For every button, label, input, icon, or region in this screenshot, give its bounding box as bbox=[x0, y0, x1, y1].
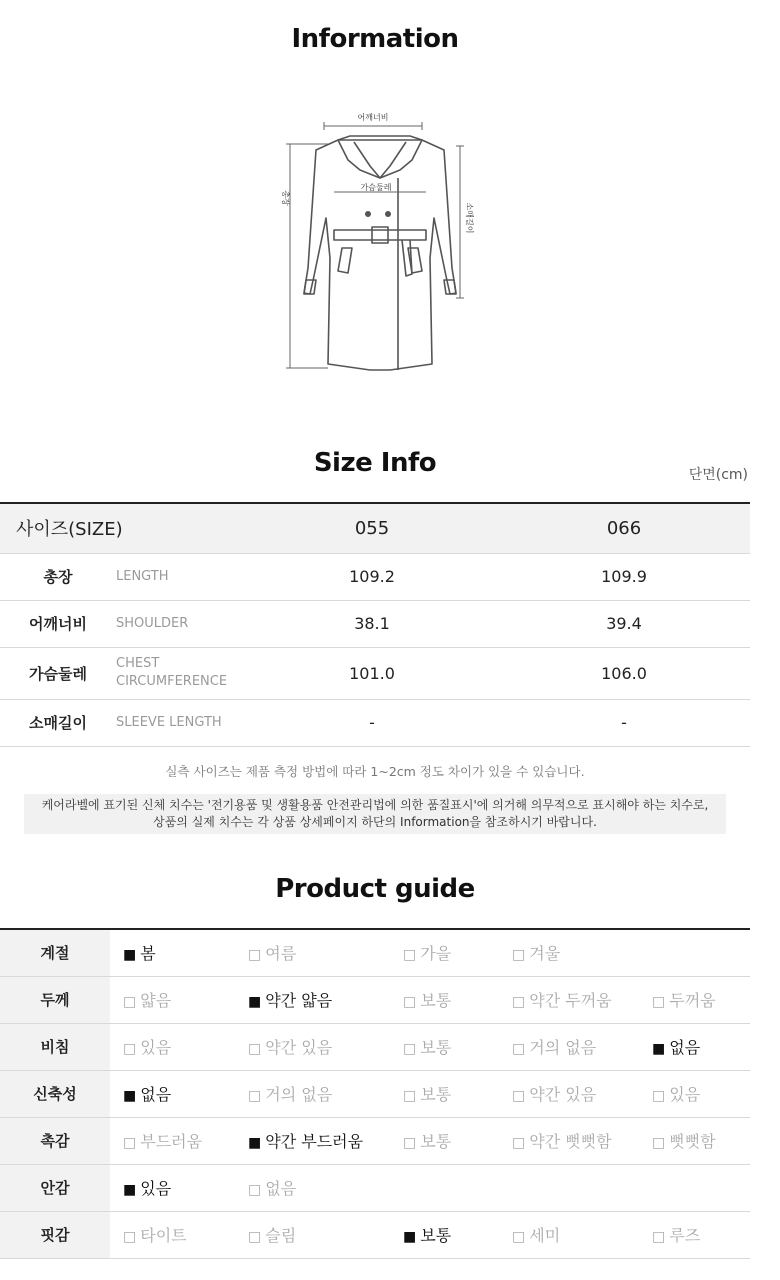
guide-option-text: 약간 두꺼움 bbox=[529, 991, 612, 1010]
product-guide-table bbox=[0, 928, 750, 1259]
unchecked-box-icon: □ bbox=[512, 1135, 526, 1151]
guide-option-text: 보통 bbox=[420, 991, 452, 1010]
sleeve-measure-label: 소매길이 bbox=[465, 202, 474, 234]
guide-option-text: 봄 bbox=[140, 944, 156, 964]
unchecked-box-icon: □ bbox=[403, 1088, 417, 1104]
guide-option-text: 가을 bbox=[420, 944, 452, 964]
guide-option bbox=[234, 1070, 390, 1117]
guide-row bbox=[0, 1117, 750, 1164]
guide-option bbox=[390, 976, 499, 1023]
guide-option-text: 약간 부드러움 bbox=[265, 1132, 364, 1151]
unchecked-box-icon: □ bbox=[123, 1135, 137, 1151]
guide-option bbox=[390, 1070, 499, 1117]
guide-option bbox=[390, 929, 499, 976]
unchecked-box-icon: □ bbox=[512, 994, 526, 1010]
unchecked-box-icon: □ bbox=[248, 1088, 262, 1104]
guide-option bbox=[110, 1211, 234, 1258]
size-value: 109.9 bbox=[601, 567, 647, 586]
guide-option bbox=[499, 1117, 639, 1164]
unchecked-box-icon: □ bbox=[248, 947, 262, 964]
guide-option-text: 약간 뻣뻣함 bbox=[529, 1132, 612, 1151]
guide-option bbox=[110, 1117, 234, 1164]
guide-option-text: 세미 bbox=[529, 1226, 561, 1245]
guide-option bbox=[234, 1023, 390, 1070]
size-row-chest bbox=[0, 647, 750, 699]
size-value: - bbox=[621, 713, 627, 732]
guide-option bbox=[110, 929, 234, 976]
size-row-shoulder bbox=[0, 600, 750, 647]
guide-option bbox=[234, 929, 390, 976]
guide-option bbox=[639, 1070, 750, 1117]
unchecked-box-icon: □ bbox=[403, 1041, 417, 1057]
guide-option bbox=[639, 1211, 750, 1258]
guide-option-text: 보통 bbox=[420, 1038, 452, 1057]
guide-row bbox=[0, 1211, 750, 1258]
guide-option bbox=[639, 1023, 750, 1070]
guide-option bbox=[390, 1211, 499, 1258]
guide-option bbox=[499, 929, 639, 976]
checked-box-icon: ■ bbox=[403, 1229, 417, 1245]
information-title: Information bbox=[291, 24, 459, 54]
measure-lines bbox=[286, 122, 464, 368]
guide-option-text: 루즈 bbox=[669, 1226, 701, 1245]
coat-outline bbox=[304, 136, 456, 370]
checked-box-icon: ■ bbox=[123, 947, 137, 964]
size-value: 38.1 bbox=[354, 614, 390, 633]
guide-row-label: 계절 bbox=[0, 929, 110, 976]
guide-option bbox=[234, 1164, 390, 1211]
guide-option-text: 있음 bbox=[669, 1085, 701, 1104]
guide-option bbox=[499, 1211, 639, 1258]
unchecked-box-icon: □ bbox=[512, 1041, 526, 1057]
guide-option-text: 없음 bbox=[669, 1038, 701, 1057]
guide-row bbox=[0, 1023, 750, 1070]
guide-row bbox=[0, 1164, 750, 1211]
guide-empty-cell bbox=[639, 1164, 750, 1211]
size-note: 실측 사이즈는 제품 측정 방법에 따라 1~2cm 정도 차이가 있을 수 있습니다. bbox=[165, 764, 585, 779]
size-info-title: Size Info bbox=[313, 448, 437, 478]
size-row-sleeve bbox=[0, 699, 750, 746]
unchecked-box-icon: □ bbox=[248, 1229, 262, 1245]
size-header-label: 사이즈(SIZE) bbox=[16, 519, 123, 541]
size-header-066: 066 bbox=[606, 517, 642, 539]
guide-option bbox=[110, 976, 234, 1023]
care-label-notice bbox=[24, 794, 726, 834]
guide-option-text: 뻣뻣함 bbox=[669, 1132, 716, 1151]
coat-buttons bbox=[365, 211, 391, 217]
unchecked-box-icon: □ bbox=[652, 1229, 666, 1245]
care-notice-line: 케어라벨에 표기된 신체 치수는 '전기용품 및 생활용품 안전관리법에 의한 품질표시'에 의거해 의무적으로 표시해야 하는 치수로, bbox=[41, 798, 709, 812]
unchecked-box-icon: □ bbox=[123, 1229, 137, 1245]
checked-box-icon: ■ bbox=[248, 994, 262, 1010]
size-value: 101.0 bbox=[349, 663, 395, 683]
size-row-label: 소매길이 bbox=[29, 714, 87, 732]
unchecked-box-icon: □ bbox=[652, 1088, 666, 1104]
guide-row-label: 촉감 bbox=[0, 1117, 110, 1164]
size-header-055: 055 bbox=[354, 517, 390, 539]
unchecked-box-icon: □ bbox=[512, 1088, 526, 1104]
size-row-eng: LENGTH bbox=[116, 568, 169, 584]
size-value: 106.0 bbox=[601, 663, 647, 683]
guide-row-label: 두께 bbox=[0, 976, 110, 1023]
guide-option-text: 약간 얇음 bbox=[265, 991, 333, 1010]
guide-option bbox=[390, 1023, 499, 1070]
guide-option-text: 약간 있음 bbox=[265, 1038, 333, 1057]
guide-option bbox=[110, 1164, 234, 1211]
unchecked-box-icon: □ bbox=[652, 994, 666, 1010]
guide-empty-cell bbox=[499, 1164, 639, 1211]
guide-option-text: 보통 bbox=[420, 1132, 452, 1151]
guide-option-text: 보통 bbox=[420, 1085, 452, 1104]
guide-option-text: 거의 없음 bbox=[529, 1038, 597, 1057]
guide-option bbox=[390, 1117, 499, 1164]
guide-row-label: 신축성 bbox=[0, 1070, 110, 1117]
unchecked-box-icon: □ bbox=[403, 947, 417, 964]
unit-label: 단면(cm) bbox=[688, 467, 748, 483]
shoulder-measure-label: 어깨너비 bbox=[357, 113, 389, 122]
guide-row-label: 안감 bbox=[0, 1164, 110, 1211]
size-value: 109.2 bbox=[349, 567, 395, 586]
guide-row-label: 비침 bbox=[0, 1023, 110, 1070]
unchecked-box-icon: □ bbox=[652, 1135, 666, 1151]
product-guide-title: Product guide bbox=[275, 874, 475, 904]
unchecked-box-icon: □ bbox=[403, 994, 417, 1010]
guide-option-text: 겨울 bbox=[529, 944, 561, 964]
checked-box-icon: ■ bbox=[248, 1135, 262, 1151]
length-measure-label: 총장 bbox=[281, 190, 290, 206]
size-value: - bbox=[369, 713, 375, 732]
guide-option-text: 얇음 bbox=[140, 991, 172, 1010]
size-row-label: 가슴둘레 bbox=[29, 664, 87, 683]
size-row-eng: SHOULDER bbox=[116, 615, 189, 631]
unchecked-box-icon: □ bbox=[123, 994, 137, 1010]
checked-box-icon: ■ bbox=[123, 1088, 137, 1104]
size-value: 39.4 bbox=[606, 614, 642, 633]
guide-option-text: 거의 없음 bbox=[265, 1085, 333, 1104]
size-row-length bbox=[0, 553, 750, 600]
guide-row-label: 핏감 bbox=[0, 1211, 110, 1258]
guide-option-text: 타이트 bbox=[140, 1226, 187, 1245]
unchecked-box-icon: □ bbox=[248, 1041, 262, 1057]
guide-option-text: 슬림 bbox=[265, 1226, 297, 1245]
chest-measure-label: 가슴둘레 bbox=[360, 183, 392, 192]
guide-empty-cell bbox=[390, 1164, 499, 1211]
size-table-header bbox=[0, 503, 750, 553]
unchecked-box-icon: □ bbox=[512, 947, 526, 964]
guide-option bbox=[234, 1211, 390, 1258]
guide-option-text: 약간 있음 bbox=[529, 1085, 597, 1104]
care-notice-line: 상품의 실제 치수는 각 상품 상세페이지 하단의 Information을 참조하시기 바랍니다. bbox=[153, 815, 597, 829]
coat-measurement-diagram bbox=[280, 108, 480, 383]
guide-option bbox=[234, 1117, 390, 1164]
guide-option bbox=[639, 976, 750, 1023]
size-row-label: 총장 bbox=[43, 568, 73, 586]
guide-row bbox=[0, 1070, 750, 1117]
unchecked-box-icon: □ bbox=[248, 1182, 262, 1198]
guide-row bbox=[0, 976, 750, 1023]
unchecked-box-icon: □ bbox=[123, 1041, 137, 1057]
unchecked-box-icon: □ bbox=[403, 1135, 417, 1151]
size-row-label: 어깨너비 bbox=[29, 615, 87, 633]
guide-option bbox=[499, 1070, 639, 1117]
guide-option bbox=[499, 1023, 639, 1070]
size-row-eng: SLEEVE LENGTH bbox=[116, 714, 222, 730]
guide-option bbox=[234, 976, 390, 1023]
guide-option-text: 없음 bbox=[265, 1179, 297, 1198]
guide-option bbox=[499, 976, 639, 1023]
guide-option-text: 있음 bbox=[140, 1038, 172, 1057]
guide-option-text: 여름 bbox=[265, 944, 297, 964]
guide-option bbox=[639, 1117, 750, 1164]
guide-option-text: 있음 bbox=[140, 1179, 172, 1198]
guide-row bbox=[0, 929, 750, 976]
guide-option-text: 없음 bbox=[140, 1085, 172, 1104]
guide-option bbox=[110, 1070, 234, 1117]
size-row-eng: CHEST CIRCUMFERENCE bbox=[116, 656, 228, 689]
checked-box-icon: ■ bbox=[652, 1041, 666, 1057]
checked-box-icon: ■ bbox=[123, 1182, 137, 1198]
guide-option-text: 부드러움 bbox=[140, 1132, 203, 1151]
size-table bbox=[0, 502, 750, 747]
guide-option bbox=[110, 1023, 234, 1070]
guide-empty-cell bbox=[639, 929, 750, 976]
guide-option-text: 두꺼움 bbox=[669, 991, 716, 1010]
guide-option-text: 보통 bbox=[420, 1226, 452, 1245]
unchecked-box-icon: □ bbox=[512, 1229, 526, 1245]
